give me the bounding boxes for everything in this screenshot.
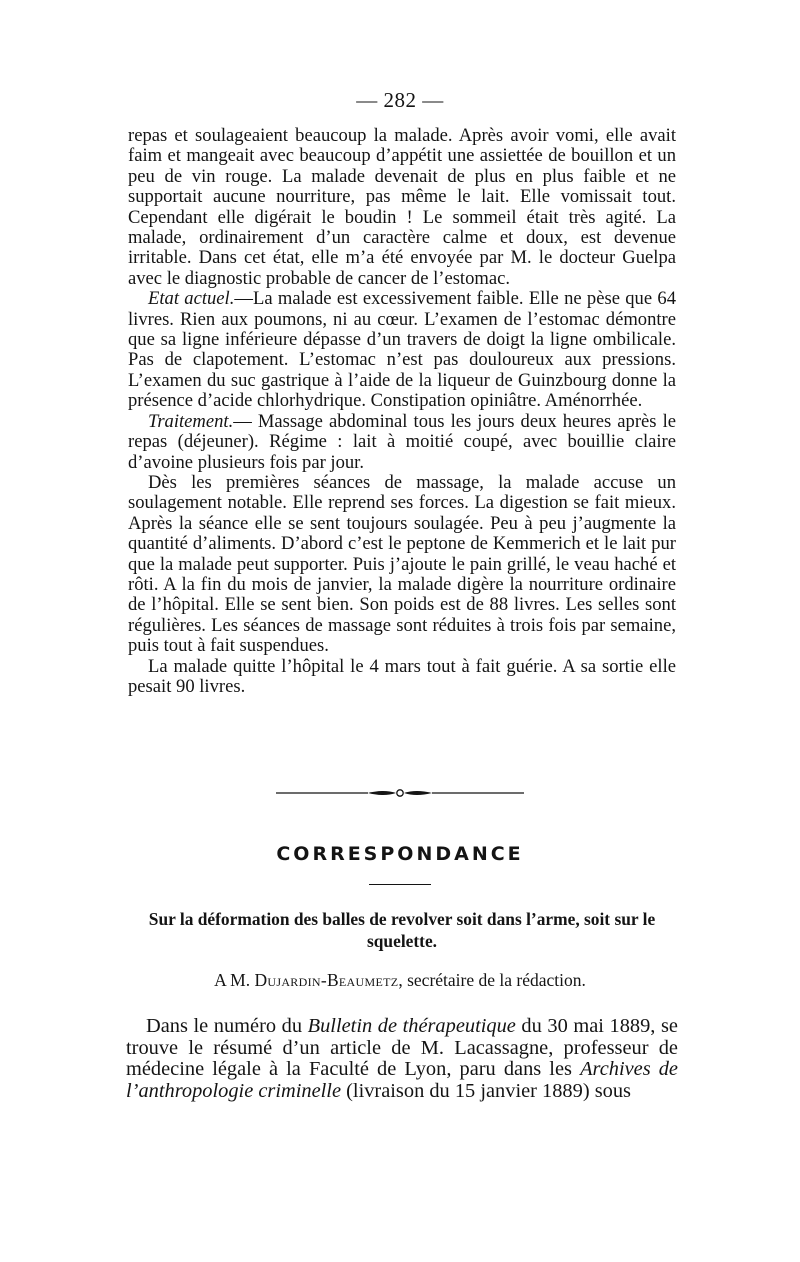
addressee-prefix: A M.	[214, 970, 255, 990]
paragraph-current-state	[128, 289, 676, 411]
addressee-name: Dujardin-Beaumetz	[254, 970, 399, 990]
journal-title: Bulletin de thérapeutique	[307, 1015, 516, 1037]
article-title: Sur la déformation des balles de revolver soit dans l’arme, soit sur le squelette.	[148, 909, 656, 951]
section-title: CORRESPONDANCE	[276, 843, 524, 865]
addressee-line	[0, 970, 800, 991]
letter-text	[126, 1016, 678, 1102]
letter-text-part-1: Dans le numéro du	[146, 1015, 308, 1037]
page-number: — 282 —	[356, 88, 444, 112]
archives-title: Archives de l’anthropologie criminelle	[126, 1058, 678, 1102]
title-underline	[369, 884, 431, 885]
paragraph-progress: Dès les premières séances de massage, la malade accuse un soulagement notable. Elle reprend ses forces. La digestion se fait mieux. Après la séance elle se sent toujours soulagée. Peu à peu j’augmente la quantité d’aliments. D’abord c’est le peptone de Kemmerich et le lait pur que la malade peut supporter. Puis j’ajoute le pain grillé, le veau haché et rôti. A la fin du mois de janvier, la malade digère la nourriture ordinaire de l’hôpital. Elle se sent bien. Son poids est de 88 livres. Les selles sont régulières. Les séances de massage sont réduites à trois fois par semaine, puis tout à fait suspendues.	[128, 471, 676, 657]
letter-text-part-3: (livraison du 15 janvier 1889) sous	[341, 1079, 631, 1102]
case-report-text	[128, 126, 676, 697]
addressee-suffix: , secrétaire de la rédaction.	[398, 970, 586, 990]
section-divider-ornament	[276, 787, 524, 799]
paragraph-treatment	[128, 412, 676, 473]
current-state-label: Etat actuel.	[148, 288, 235, 310]
treatment-text: — Massage abdominal tous les jours deux heures après le repas (déjeuner). Régime : lait à moitié coupé, avec bouillie claire d’avoine plusieurs fois par jour.	[128, 410, 676, 473]
treatment-label: Traitement.	[148, 410, 234, 432]
current-state-text: —La malade est excessivement faible. Elle ne pèse que 64 livres. Rien aux poumons, ni au cœur. L’examen de l’estomac démontre que sa ligne inférieure dépasse d’un travers de doigt la ligne ombilicale. Pas de clapotement. L’estomac n’est pas douloureux aux pressions. L’examen du suc gastrique à l’aide de la liqueur de Guinzbourg donne la présence d’acide chlorhydrique. Constipation opiniâtre. Aménorrhée.	[128, 288, 676, 412]
letter-text-part-2: du 30 mai 1889, se trouve le résumé d’un article de M. Lacassagne, professeur de médecine légale à la Faculté de Lyon, paru dans les	[126, 1015, 678, 1081]
letter-paragraph	[126, 1016, 678, 1102]
paragraph-outcome: La malade quitte l’hôpital le 4 mars tout à fait guérie. A sa sortie elle pesait 90 livres.	[128, 655, 676, 697]
paragraph-history: repas et soulageaient beaucoup la malade. Après avoir vomi, elle avait faim et mangeait avec beaucoup d’appétit une assiettée de bouillon et un peu de vin rouge. La malade devenait de plus en plus faible et ne supportait aucune nourriture, pas même le lait. Elle vomissait tout. Cependant elle digérait le boudin ! Le sommeil était très agité. La malade, ordinairement d’un caractère calme et doux, est devenue irritable. Dans cet état, elle m’a été envoyée par M. le docteur Guelpa avec le diagnostic probable de cancer de l’estomac.	[128, 125, 676, 289]
